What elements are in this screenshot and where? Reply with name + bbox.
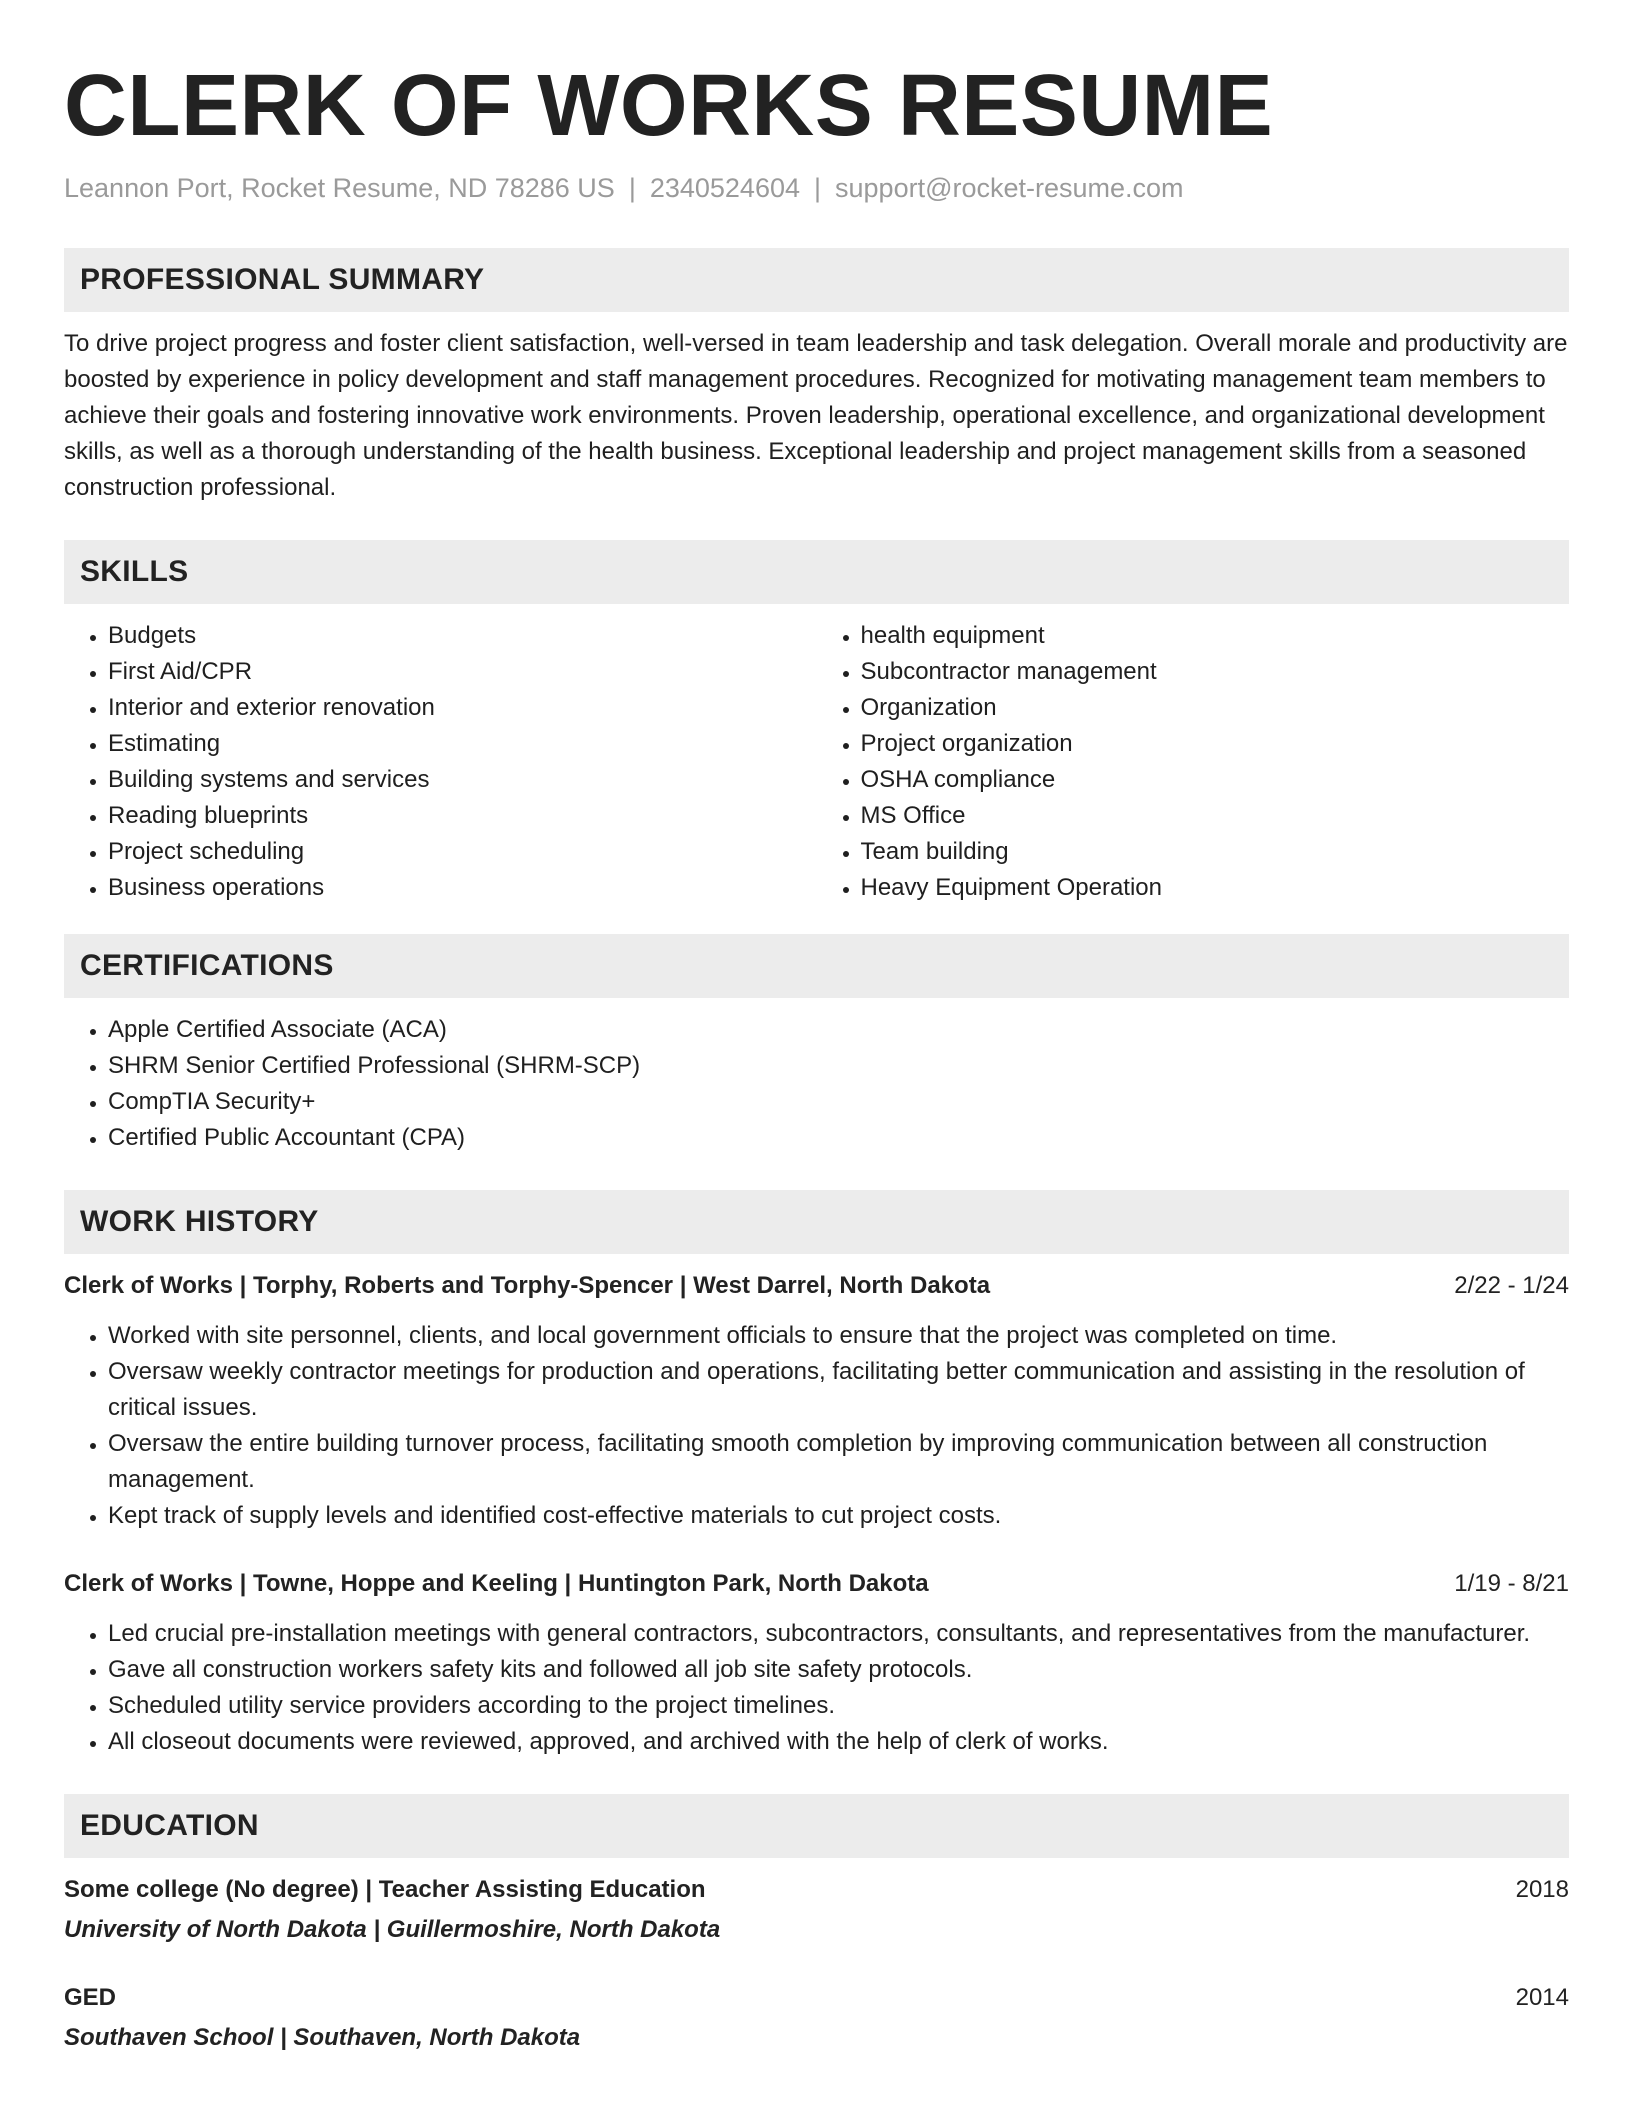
job-bullet: • Kept track of supply levels and identified cost-effective materials to cut project costs. (108, 1498, 1569, 1534)
education-year: 2014 (1515, 1984, 1569, 2011)
resume-title: CLERK OF WORKS RESUME (64, 57, 1274, 154)
summary-heading: PROFESSIONAL SUMMARY (64, 248, 1569, 312)
skill-item: • health equipment (861, 618, 1570, 654)
job-dates: 2/22 - 1/24 (1454, 1272, 1569, 1299)
skills-heading: SKILLS (64, 540, 1569, 604)
job-bullet: • Scheduled utility service providers according to the project timelines. (108, 1688, 1569, 1724)
skill-item: • Business operations (108, 870, 817, 906)
job-bullet: • Gave all construction workers safety kits and followed all job site safety protocols. (108, 1652, 1569, 1688)
skills-list-left (64, 618, 817, 906)
certification-item: • CompTIA Security+ (108, 1084, 1569, 1120)
education-header (64, 1980, 1569, 2016)
skill-item: • MS Office (861, 798, 1570, 834)
skill-item: • Organization (861, 690, 1570, 726)
job-entry (64, 1268, 1569, 1534)
education-header (64, 1872, 1569, 1908)
skill-item: • First Aid/CPR (108, 654, 817, 690)
education-school: Southaven School | Southaven, North Dakota (64, 2024, 581, 2051)
education-school: University of North Dakota | Guillermoshire, North Dakota (64, 1916, 721, 1943)
contact-email[interactable]: support@rocket-resume.com (835, 173, 1184, 203)
work-history-heading: WORK HISTORY (64, 1190, 1569, 1254)
skill-item: • Interior and exterior renovation (108, 690, 817, 726)
skills-columns (64, 618, 1569, 906)
job-title: Clerk of Works | Towne, Hoppe and Keeling | Huntington Park, North Dakota (64, 1570, 929, 1597)
contact-line (64, 170, 1569, 206)
job-bullets (64, 1318, 1569, 1534)
certification-item: • Apple Certified Associate (ACA) (108, 1012, 1569, 1048)
certification-item: • SHRM Senior Certified Professional (SHRM-SCP) (108, 1048, 1569, 1084)
summary-text: To drive project progress and foster client satisfaction, well-versed in team leadership and task delegation. Overall morale and productivity are boosted by experience in policy development and staff management procedures. Recognized for motivating management team members to achieve their goals and fostering innovative work environments. Proven leadership, operational excellence, and organizational development skills, as well as a thorough understanding of the health business. Exceptional leadership and project management skills from a seasoned construction professional. (64, 330, 1568, 501)
job-bullet: • Oversaw weekly contractor meetings for production and operations, facilitating better communication and assisting in the resolution of critical issues. (108, 1354, 1569, 1426)
certifications-list (64, 1012, 1569, 1156)
job-header (64, 1268, 1569, 1304)
skills-list-right (817, 618, 1570, 906)
skill-item: • Project organization (861, 726, 1570, 762)
job-header (64, 1566, 1569, 1602)
job-title: Clerk of Works | Torphy, Roberts and Torphy-Spencer | West Darrel, North Dakota (64, 1272, 991, 1299)
contact-separator: | (814, 173, 822, 203)
job-bullet: • All closeout documents were reviewed, approved, and archived with the help of clerk of works. (108, 1724, 1569, 1760)
job-bullet: • Worked with site personnel, clients, and local government officials to ensure that the project was completed on time. (108, 1318, 1569, 1354)
job-dates: 1/19 - 8/21 (1454, 1570, 1569, 1597)
contact-phone: 2340524604 (649, 173, 800, 203)
education-entry (64, 1980, 1569, 2056)
skill-item: • Heavy Equipment Operation (861, 870, 1570, 906)
skill-item: • Estimating (108, 726, 817, 762)
education-degree: GED (64, 1984, 117, 2011)
skill-item: • Subcontractor management (861, 654, 1570, 690)
resume-page (64, 56, 1569, 2056)
job-bullets (64, 1616, 1569, 1760)
contact-separator: | (628, 173, 636, 203)
skill-item: • OSHA compliance (861, 762, 1570, 798)
education-entry (64, 1872, 1569, 1948)
contact-address: Leannon Port, Rocket Resume, ND 78286 US (64, 173, 615, 203)
skill-item: • Budgets (108, 618, 817, 654)
skill-item: • Team building (861, 834, 1570, 870)
education-degree: Some college (No degree) | Teacher Assisting Education (64, 1876, 706, 1903)
skill-item: • Project scheduling (108, 834, 817, 870)
certification-item: • Certified Public Accountant (CPA) (108, 1120, 1569, 1156)
job-entry (64, 1566, 1569, 1760)
skill-item: • Building systems and services (108, 762, 817, 798)
education-year: 2018 (1515, 1876, 1569, 1903)
education-heading: EDUCATION (64, 1794, 1569, 1858)
skill-item: • Reading blueprints (108, 798, 817, 834)
job-bullet: • Oversaw the entire building turnover process, facilitating smooth completion by improving communication between all construction management. (108, 1426, 1569, 1498)
certifications-heading: CERTIFICATIONS (64, 934, 1569, 998)
job-bullet: • Led crucial pre-installation meetings with general contractors, subcontractors, consultants, and representatives from the manufacturer. (108, 1616, 1569, 1652)
